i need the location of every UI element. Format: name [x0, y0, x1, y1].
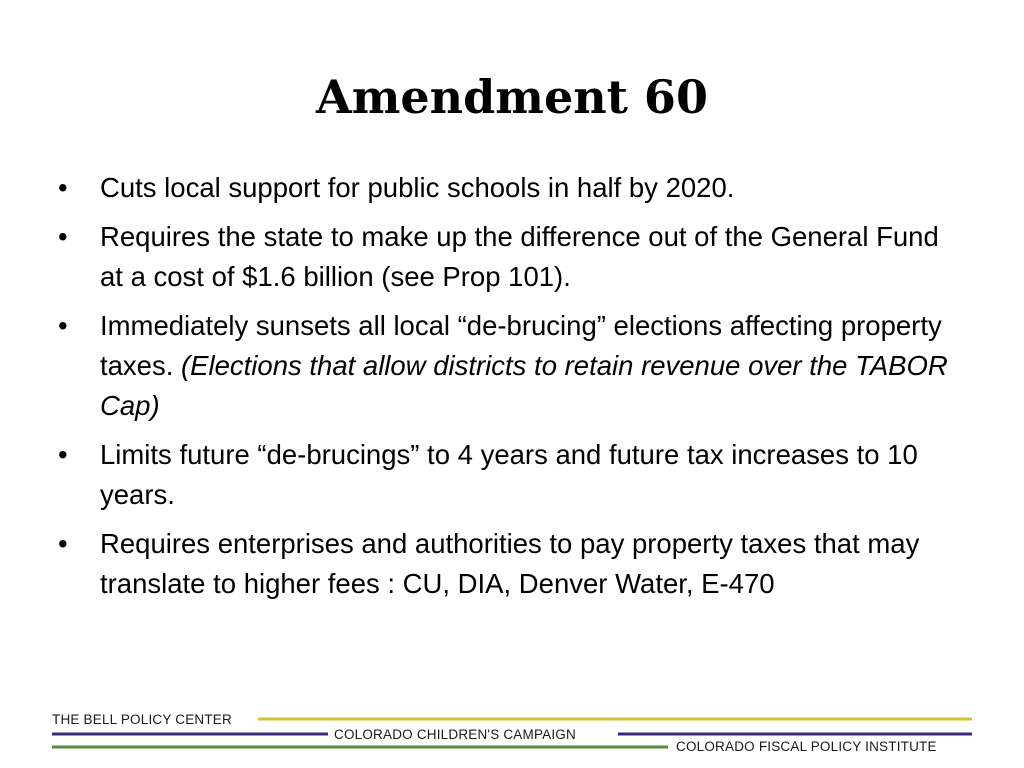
footer-banner	[0, 705, 1024, 765]
bullet-item	[58, 306, 958, 426]
bullet-text: Requires enterprises and authorities to pay property taxes that may translate to higher fees : CU, DIA, Denver Water, E-470	[100, 528, 920, 599]
bullet-list	[58, 168, 958, 613]
bullet-marker: •	[58, 439, 68, 470]
bell-policy-center-label: THE BELL POLICY CENTER	[52, 712, 232, 727]
bullet-text: Requires the state to make up the difference out of the General Fund at a cost of $1.6 billion (see Prop 101).	[100, 221, 939, 292]
colorado-childrens-campaign-label: COLORADO CHILDREN'S CAMPAIGN	[334, 727, 576, 742]
bullet-item	[58, 217, 958, 297]
bullet-item	[58, 435, 958, 515]
bullet-item	[58, 168, 958, 208]
bullet-text: Limits future “de-brucings” to 4 years and future tax increases to 10 years.	[100, 439, 918, 510]
colorado-fiscal-policy-institute-label: COLORADO FISCAL POLICY INSTITUTE	[676, 739, 937, 754]
bullet-marker: •	[58, 310, 68, 341]
bullet-item	[58, 524, 958, 604]
bullet-text: Immediately sunsets all local “de-brucing” elections affecting property taxes.	[100, 310, 942, 381]
slide-title: Amendment 60	[316, 70, 708, 124]
bullet-marker: •	[58, 528, 68, 559]
bullet-text: Cuts local support for public schools in half by 2020.	[100, 172, 735, 203]
bullet-italic-note: (Elections that allow districts to retain revenue over the TABOR Cap)	[100, 350, 948, 421]
bullet-marker: •	[58, 221, 68, 252]
bullet-marker: •	[58, 172, 68, 203]
